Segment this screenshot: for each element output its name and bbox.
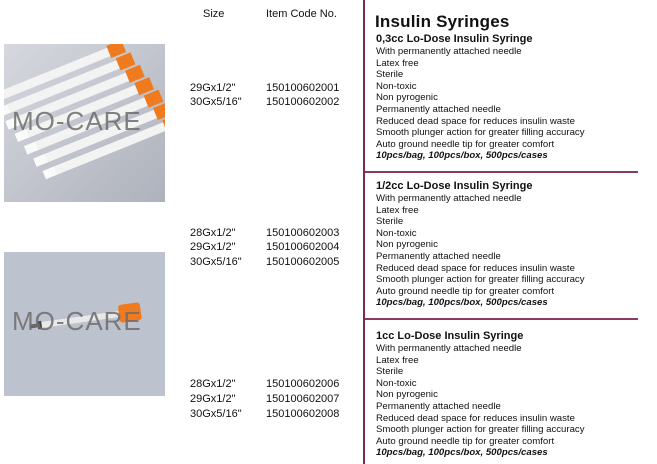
section-divider (365, 318, 638, 320)
feature-item: Sterile (376, 69, 404, 81)
item-code-value: 150100602008 (266, 408, 340, 420)
size-value: 30Gx5/16" (190, 256, 242, 268)
feature-item: With permanently attached needle (376, 193, 522, 204)
feature-item: Latex free (376, 354, 419, 366)
size-header: Size (203, 8, 225, 20)
product-section (376, 180, 651, 309)
table-row (190, 82, 370, 94)
packing-info: 10pcs/bag, 100pcs/box, 500pcs/cases (376, 150, 548, 162)
item-code-value: 150100602006 (266, 378, 340, 390)
feature-item: With permanently attached needle (376, 46, 522, 57)
item-code-header: Item Code No. (266, 8, 337, 20)
feature-item: Non pyrogenic (376, 239, 438, 251)
feature-item: Auto ground needle tip for greater comfort (376, 138, 555, 150)
size-value: 29Gx1/2" (190, 393, 236, 405)
feature-item: Auto ground needle tip for greater comfort (376, 435, 555, 447)
feature-item: Non-toxic (376, 227, 417, 239)
size-value: 30Gx5/16" (190, 96, 242, 108)
item-code-value: 150100602003 (266, 227, 340, 239)
feature-item: Reduced dead space for reduces insulin waste (376, 412, 575, 424)
product-photo-syringes-group (4, 44, 165, 202)
item-code-value: 150100602001 (266, 82, 340, 94)
size-value: 29Gx1/2" (190, 241, 236, 253)
feature-item: Latex free (376, 57, 419, 69)
packing-info: 10pcs/bag, 100pcs/box, 500pcs/cases (376, 447, 548, 459)
feature-item: Smooth plunger action for greater filling accuracy (376, 424, 585, 436)
size-value: 29Gx1/2" (190, 82, 236, 94)
feature-item: Latex free (376, 204, 419, 216)
feature-item: Non pyrogenic (376, 389, 438, 401)
feature-item: With permanently attached needle (376, 343, 522, 354)
size-value: 28Gx1/2" (190, 227, 236, 239)
item-code-value: 150100602007 (266, 393, 340, 405)
feature-item: Non pyrogenic (376, 92, 438, 104)
table-row (190, 378, 370, 390)
feature-item: Smooth plunger action for greater filling accuracy (376, 127, 585, 139)
feature-item: Smooth plunger action for greater filling accuracy (376, 274, 585, 286)
table-row (190, 256, 370, 268)
page-title: Insulin Syringes (375, 12, 510, 31)
packing-info: 10pcs/bag, 100pcs/box, 500pcs/cases (376, 297, 548, 309)
feature-item: Permanently attached needle (376, 400, 501, 412)
table-row (190, 408, 370, 420)
table-row (190, 393, 370, 405)
item-code-value: 150100602004 (266, 241, 340, 253)
table-row (190, 241, 370, 253)
feature-item: Sterile (376, 216, 404, 228)
feature-item: Permanently attached needle (376, 103, 501, 115)
section-heading: 0,3cc Lo-Dose Insulin Syringe (376, 33, 533, 45)
feature-item: Non-toxic (376, 377, 417, 389)
vertical-divider (363, 0, 365, 464)
watermark-text: MO-CARE (12, 106, 142, 136)
feature-item: Reduced dead space for reduces insulin waste (376, 115, 575, 127)
item-code-value: 150100602005 (266, 256, 340, 268)
feature-item: Permanently attached needle (376, 250, 501, 262)
product-section (376, 330, 651, 459)
feature-item: Reduced dead space for reduces insulin waste (376, 262, 575, 274)
table-row (190, 227, 370, 239)
table-row (190, 96, 370, 108)
size-value: 30Gx5/16" (190, 408, 242, 420)
section-heading: 1cc Lo-Dose Insulin Syringe (376, 330, 524, 342)
watermark-text: MO-CARE (12, 306, 142, 336)
feature-item: Sterile (376, 366, 404, 378)
product-section (376, 33, 651, 162)
size-value: 28Gx1/2" (190, 378, 236, 390)
section-heading: 1/2cc Lo-Dose Insulin Syringe (376, 180, 533, 192)
feature-item: Auto ground needle tip for greater comfort (376, 285, 555, 297)
product-photo-single-syringe (4, 252, 165, 396)
feature-item: Non-toxic (376, 80, 417, 92)
item-code-value: 150100602002 (266, 96, 340, 108)
section-divider (365, 171, 638, 173)
